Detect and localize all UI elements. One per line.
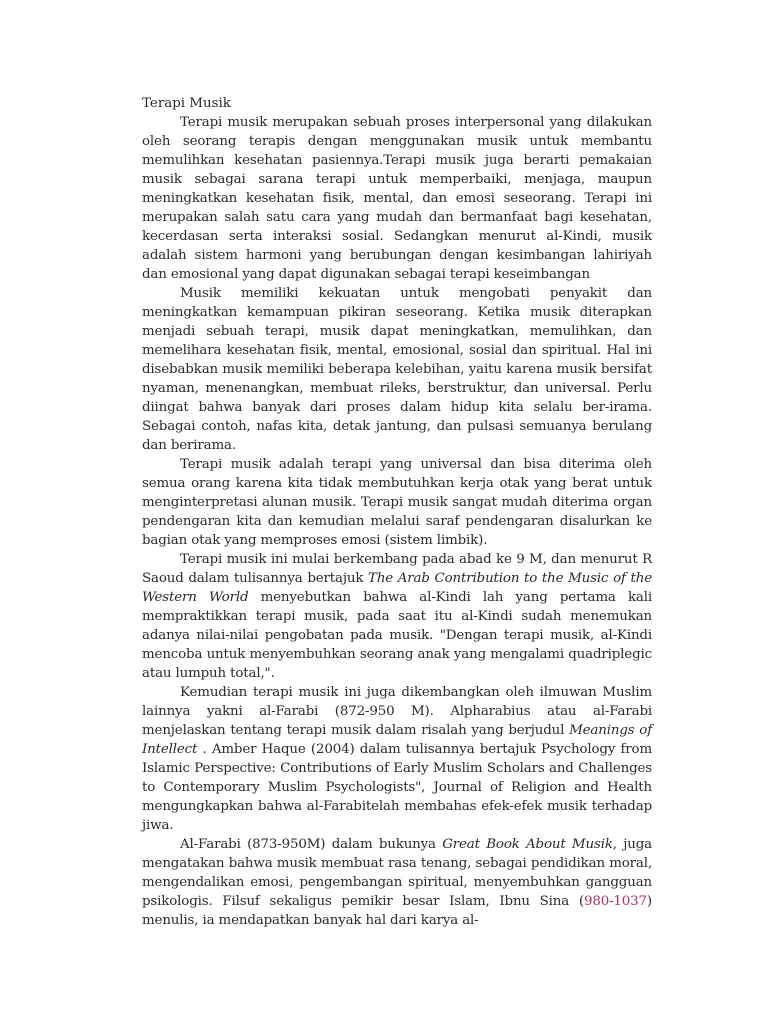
paragraph-4-text-b: menyebutkan bahwa al-Kindi lah yang pertama kali mempraktikkan terapi musik, pada saat itu al-Kindi sudah menemukan adanya nilai-nilai pengobatan pada musik. "Dengan terapi musik, al-Kindi mencoba untuk menyembuhkan seorang anak yang mengalami quadriplegic atau lumpuh total,". bbox=[142, 590, 653, 681]
document-title: Terapi Musik bbox=[142, 96, 231, 111]
paragraph-3: Terapi musik adalah terapi yang universal dan bisa diterima oleh semua orang karena kita tidak membutuhkan kerja otak yang berat untuk menginterpretasi alunan musik. Terapi musik sangat mudah diterima organ pendengaran kita dan kemudian melalui saraf pendengaran disalurkan ke bagian otak yang memproses emosi (sistem limbik). bbox=[142, 457, 652, 548]
paragraph-4-book-title: The Arab Contribution to the Music of the Western World bbox=[142, 571, 652, 605]
ibnu-sina-years-link[interactable]: 980-1037 bbox=[583, 894, 647, 909]
paragraph-2: Musik memiliki kekuatan untuk mengobati penyakit dan meningkatkan kemampuan pikiran seseorang. Ketika musik diterapkan menjadi sebuah terapi, musik dapat meningkatkan, memulihkan, dan memelihara kesehatan fisik, mental, emosional, sosial dan spiritual. Hal ini disebabkan musik memiliki beberapa kelebihan, yaitu karena musik bersifat nyaman, menenangkan, membuat rileks, berstruktur, dan universal. Perlu diingat bahwa banyak dari proses dalam hidup kita selalu ber-irama. Sebagai contoh, nafas kita, detak jantung, dan pulsasi semuanya berulang dan berirama. bbox=[142, 286, 652, 453]
paragraph-6-book-title: Great Book About Musik bbox=[442, 837, 613, 852]
paragraph-4-text-a: Terapi musik ini mulai berkembang pada abad ke 9 M, dan menurut R Saoud dalam tulisannya bertajuk bbox=[142, 552, 652, 586]
paragraph-5 bbox=[142, 683, 652, 835]
paragraph-5-text-b: . Amber Haque (2004) dalam tulisannya bertajuk Psychology from Islamic Perspective: Contributions of Early Muslim Scholars and Challenges to Contemporary Muslim Psychologists", Journal of Religion and Health mengungkapkan bahwa al-Farabitelah membahas efek-efek musik terhadap jiwa. bbox=[142, 742, 652, 833]
paragraph-6-text-a: Al-Farabi (873-950M) dalam bukunya bbox=[180, 837, 443, 852]
paragraph-6-text-b: , juga mengatakan bahwa musik membuat rasa tenang, sebagai pendidikan moral, mengendalikan emosi, pengembangan spiritual, menyembuhkan gangguan psikologis. Filsuf sekaligus pemikir besar Islam, Ibnu Sina ( bbox=[142, 837, 652, 909]
paragraph-6 bbox=[142, 835, 652, 930]
paragraph-5-text-a: Kemudian terapi musik ini juga dikembangkan oleh ilmuwan Muslim lainnya yakni al-Farabi (872-950 M). Alpharabius atau al-Farabi menjelaskan tentang terapi musik dalam risalah yang berjudul bbox=[142, 685, 652, 738]
document-page bbox=[142, 94, 652, 930]
paragraph-5-book-title: Meanings of Intellect bbox=[142, 723, 653, 757]
paragraph-4 bbox=[142, 550, 652, 683]
paragraph-1: Terapi musik merupakan sebuah proses interpersonal yang dilakukan oleh seorang terapis dengan menggunakan musik untuk membantu memulihkan kesehatan pasiennya.Terapi musik juga berarti pemakaian musik sebagai sarana terapi untuk memperbaiki, menjaga, maupun meningkatkan kesehatan fisik, mental, dan emosi seseorang. Terapi ini merupakan salah satu cara yang mudah dan bermanfaat bagi kesehatan, kecerdasan serta interaksi sosial. Sedangkan menurut al-Kindi, musik adalah sistem harmoni yang berubungan dengan kesimbangan lahiriyah dan emosional yang dapat digunakan sebagai terapi keseimbangan bbox=[142, 115, 652, 282]
paragraph-6-text-c: ) menulis, ia mendapatkan banyak hal dari karya al- bbox=[142, 894, 652, 928]
